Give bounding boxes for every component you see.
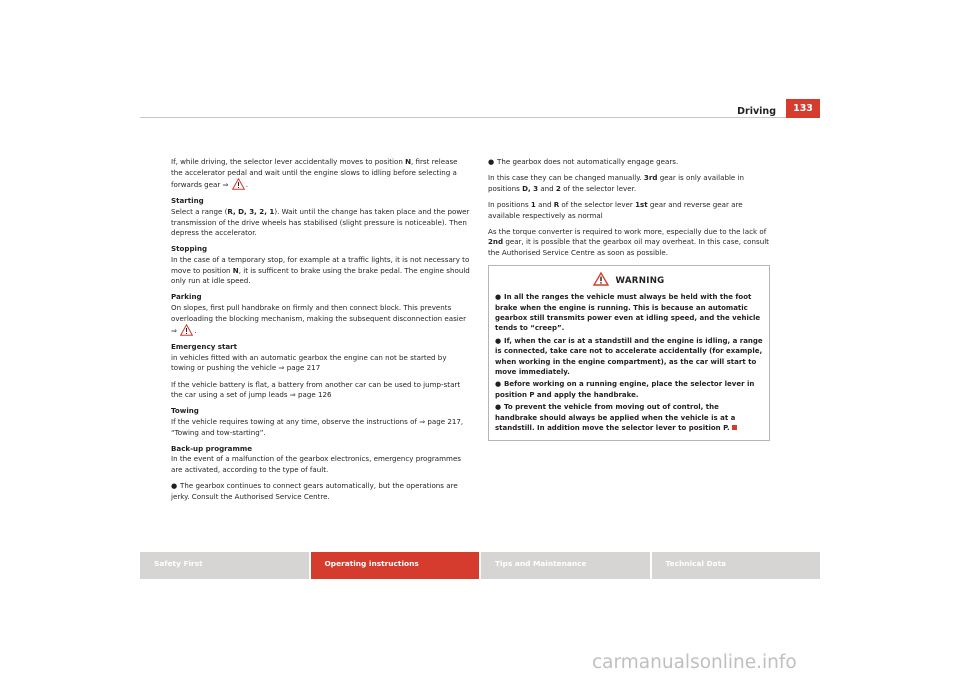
emergency-text[interactable]: in vehicles fitted with an automatic gearbox the engine can not be started by towing or pushing the vehicle ⇒ page 217 — [171, 352, 447, 373]
emergency-heading: Emergency start — [171, 342, 238, 352]
page-number-badge: 133 — [786, 99, 820, 118]
bullet-icon: ● — [495, 293, 502, 302]
warning-item: ● In all the ranges the vehicle must always be held with the foot brake when the engine is running. This is because an automatic gearbox still transmits power even at idling speed, and the vehicle tends to “creep”. — [495, 293, 761, 333]
footer-nav — [140, 552, 820, 579]
warning-triangle-icon — [593, 272, 609, 286]
warning-title: WARNING — [615, 275, 665, 286]
starting-section: Starting Select a range (R, D, 3, 2, 1). Wait until the change has taken place and the power transmission of the drive wheels has stabilised (slight pressure is noticeable). Then depress the accelerator. — [171, 196, 470, 238]
bullet-icon: ● — [488, 157, 495, 166]
backup-heading: Back-up programme — [171, 443, 253, 453]
tab-safety-first[interactable]: Safety First — [140, 552, 309, 579]
warning-triangle-icon[interactable] — [232, 178, 245, 190]
warning-item: ● To prevent the vehicle from moving out of control, the handbrake should always be applied when the vehicle is at a standstill. In addition move the selector lever to position P. — [495, 403, 736, 432]
tab-operating-instructions[interactable]: Operating instructions — [311, 552, 480, 579]
bullet-icon: ● — [495, 336, 502, 345]
stopping-heading: Stopping — [171, 244, 208, 254]
watermark: carmanualsonline.info — [592, 652, 797, 673]
gears-bullet: ● The gearbox does not automatically engage gears. — [488, 157, 679, 166]
intro-paragraph: If, while driving, the selector lever accidentally moves to position N, first release the accelerator pedal and wait until the engine slows to idling before selecting a forwards gear ⇒ . — [171, 157, 458, 190]
tab-tips-and-maintenance[interactable]: Tips and Maintenance — [481, 552, 650, 579]
manual-paragraph: In this case they can be changed manually. 3rd gear is only available in positions D, 3 and 2 of the selector lever. — [488, 173, 744, 193]
left-column — [171, 157, 471, 508]
torque-paragraph: As the torque converter is required to work more, especially due to the lack of 2nd gear, it is possible that the gearbox oil may overheat. In this case, consult the Authorised Service Centre as soon as possible. — [488, 226, 769, 257]
section-title: Driving — [737, 106, 776, 117]
bullet-icon: ● — [171, 481, 178, 491]
emergency-section — [171, 342, 471, 374]
towing-section — [171, 406, 471, 438]
warning-header — [495, 272, 763, 287]
parking-section: Parking On slopes, first pull handbrake on firmly and then connect block. This prevents overloading the blocking mechanism, making the subsequent disconnection easier ⇒ . — [171, 292, 471, 336]
positions-paragraph: In positions 1 and R of the selector lever 1st gear and reverse gear are available respectively as normal — [488, 199, 743, 220]
header-rule — [140, 117, 820, 118]
parking-heading: Parking — [171, 292, 202, 302]
stopping-section: Stopping In the case of a temporary stop, for example at a traffic lights, it is not necessary to move to position N, it is sufficent to brake using the brake pedal. The engine should only run at idle speed. — [171, 244, 470, 286]
warning-item: ● Before working on a running engine, place the selector lever in position P and apply the handbrake. — [495, 380, 755, 399]
bullet-icon: ● — [495, 380, 502, 389]
backup-bullet: ● The gearbox continues to connect gears automatically, but the operations are jerky. Consult the Authorised Service Centre. — [171, 481, 458, 501]
right-column — [488, 157, 770, 441]
starting-heading: Starting — [171, 196, 204, 206]
tab-technical-data[interactable]: Technical Data — [652, 552, 821, 579]
bullet-icon: ● — [495, 403, 502, 412]
battery-paragraph[interactable]: If the vehicle battery is flat, a battery from another car can be used to jump-start the car using a set of jump leads ⇒ page 126 — [171, 379, 461, 400]
towing-text[interactable]: If the vehicle requires towing at any time, observe the instructions of ⇒ page 217, “Towing and tow-starting”. — [171, 417, 464, 437]
warning-box — [488, 265, 770, 442]
backup-section — [171, 444, 471, 476]
warning-item: ● If, when the car is at a standstill and the engine is idling, a range is connected, take care not to accelerate accidentally (for example, when working in the engine compartment), as the car will start to move immediately. — [495, 336, 763, 376]
backup-text: In the event of a malfunction of the gearbox electronics, emergency programmes are activated, according to the type of fault. — [171, 454, 462, 474]
end-marker-icon — [732, 425, 737, 430]
warning-triangle-icon[interactable] — [180, 324, 193, 336]
towing-heading: Towing — [171, 406, 199, 416]
